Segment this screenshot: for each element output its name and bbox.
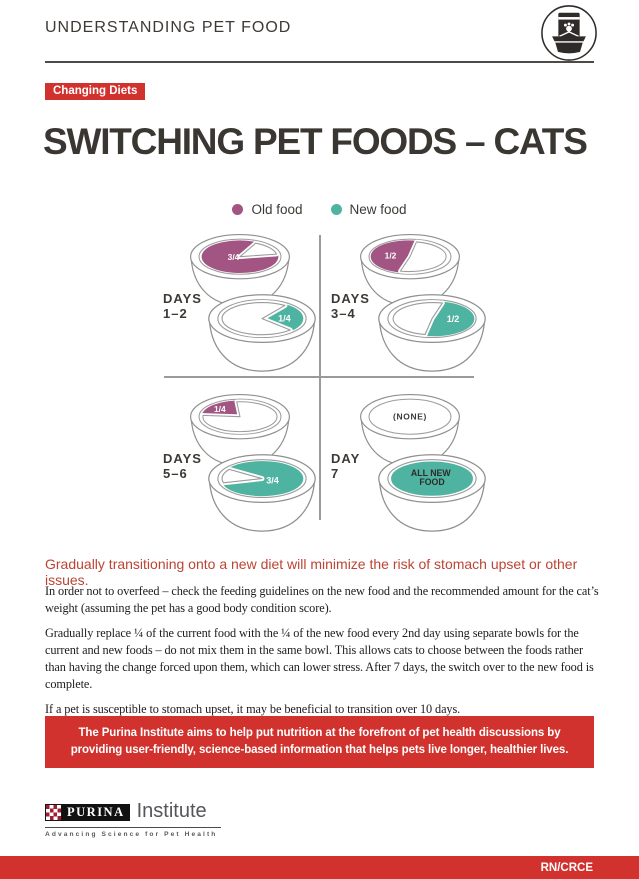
- day-label-line2: 3–4: [331, 305, 356, 321]
- portion-label-line1: ALL NEW: [410, 467, 451, 478]
- old-food-color-dot-icon: [232, 204, 243, 215]
- bowl-days-5-6-new-food: [206, 452, 318, 536]
- footer-code: RN/CRCE: [540, 861, 593, 874]
- transition-diagram: [150, 230, 490, 542]
- changing-diets-badge: Changing Diets: [45, 83, 145, 100]
- body-text: [45, 583, 605, 726]
- legend: [0, 202, 639, 217]
- institute-wordmark: Institute: [136, 800, 207, 822]
- pet-food-bag-and-bowl-icon: [540, 4, 598, 62]
- diagram-horizontal-divider: [164, 376, 474, 378]
- portion-label: 1/4: [213, 404, 226, 415]
- purina-institute-logo: [45, 802, 221, 838]
- paragraph-3: If a pet is susceptible to stomach upset, it may be beneficial to transition over 10 days.: [45, 701, 461, 716]
- header-divider: [45, 61, 594, 63]
- highlight-sentence: Gradually transitioning onto a new diet will minimize the risk of stomach upset or other issues.: [45, 556, 578, 588]
- portion-label: 3/4: [227, 251, 240, 262]
- purina-institute-info-box: [45, 716, 594, 768]
- purina-checkerboard-icon: [45, 804, 62, 821]
- bowl-day-7-new-food-full: [376, 452, 488, 536]
- logo-divider: [45, 827, 221, 828]
- footer-bar: [0, 856, 639, 879]
- new-food-color-dot-icon: [331, 204, 342, 215]
- day-label-line2: 7: [331, 465, 340, 481]
- paragraph-1: In order not to overfeed – check the feeding guidelines on the new food and the recommended amount for the cat’s weight (assuming the pet has a good body condition score).: [45, 584, 599, 615]
- portion-label-line2: FOOD: [419, 476, 445, 487]
- day-label-line2: 1–2: [163, 305, 188, 321]
- legend-label-old: Old food: [251, 202, 303, 217]
- portion-label: 1/2: [384, 250, 397, 261]
- page-title: SWITCHING PET FOODS – CATS: [43, 121, 587, 162]
- paragraph-2: Gradually replace ¼ of the current food with the ¼ of the new food every 2nd day using separate bowls for the current and new foods – do not mix them in the same bowl. This allows cats to choose between the foods rather than having the change forced upon them, which can lower stress. After 7 days, the switch over to the new food is complete.: [45, 625, 594, 691]
- legend-item-old-food: [232, 202, 302, 217]
- header-title: UNDERSTANDING PET FOOD: [45, 19, 292, 36]
- bowl-days-3-4-new-food: [376, 292, 488, 376]
- portion-label: 1/4: [278, 313, 291, 324]
- day-label-line1: DAY: [331, 451, 361, 466]
- portion-label: 1/2: [446, 314, 460, 325]
- diagram-vertical-divider: [319, 235, 321, 520]
- day-label-line1: DAYS: [163, 451, 202, 466]
- portion-label: (NONE): [393, 411, 427, 422]
- portion-label: 3/4: [266, 475, 279, 486]
- day-label-line2: 5–6: [163, 465, 188, 481]
- bowl-days-1-2-new-food: [206, 292, 318, 376]
- purina-wordmark: PURINA: [62, 804, 130, 821]
- info-box-text: The Purina Institute aims to help put nutrition at the forefront of pet health discussions by providing user-friendly, science-based information that helps pets live longer, healthier lives.: [70, 727, 569, 756]
- day-label-line1: DAYS: [163, 291, 202, 306]
- legend-item-new-food: [331, 202, 407, 217]
- legend-label-new: New food: [349, 202, 407, 217]
- logo-tagline: Advancing Science for Pet Health: [45, 831, 218, 838]
- day-label-day-7: [331, 452, 360, 482]
- day-label-line1: DAYS: [331, 291, 370, 306]
